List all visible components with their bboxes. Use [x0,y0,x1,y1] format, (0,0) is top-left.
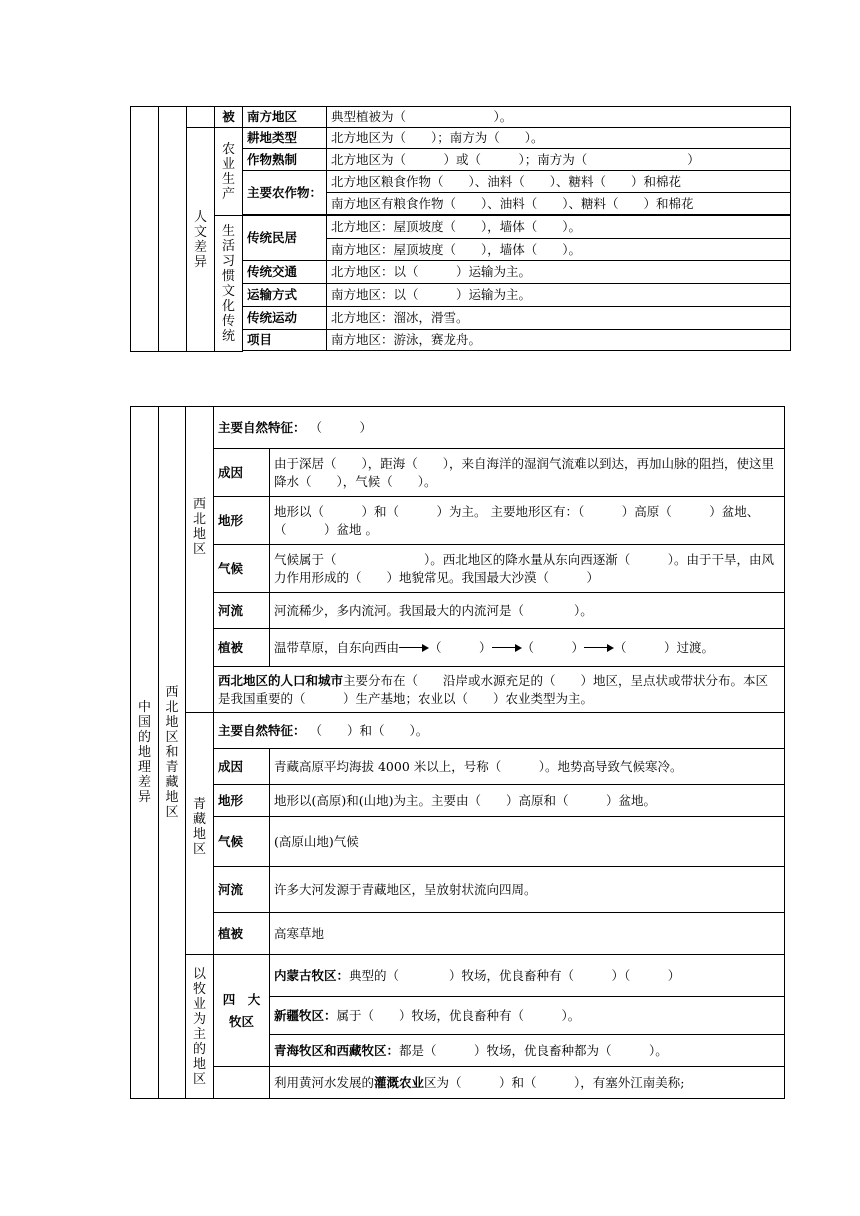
pastoral-row-text: 典型的（ ）牧场，优良畜种有（ ）（ ） [349,967,681,983]
pastoral-row-bold: 青海牧区和西藏牧区： [274,1042,400,1058]
row-text: 南方地区：游泳，赛龙舟。 [327,330,791,351]
row-text: 典型植被为（ ）。 [327,107,791,128]
pastoral-row-text: 属于（ ）牧场，优良畜种有（ ）。 [336,1007,581,1023]
row-text: 地形以(高原)和(山地)为主。主要由（ ）高原和（ ）盆地。 [270,785,785,817]
row-text: 北方地区为（ ）；南方为（ ）。 [327,128,791,149]
row-label: 南方地区 [243,107,327,128]
row-label: 地形 [214,785,270,817]
veg-d: （ ）过渡。 [614,639,715,655]
row-label: 项目 [243,330,327,351]
irrigation-post: 区为（ ）和（ ），有塞外江南美称; [424,1074,685,1090]
row-text: 北方地区：溜冰，滑雪。 [327,307,791,330]
population-text: 主要分布在（ 沿岸或水源充足的（ ）地区，呈点状或带状分布。本区是我国重要的（ ）生产基地；农业以（ ）农业类型为主。 [218,672,769,706]
row-text: 北方地区粮食作物（ ）、油料（ ）、糖料（ ）和棉花 [327,171,791,193]
pastoral-row [270,997,785,1035]
feature-label: 主要自然特征： [218,419,306,435]
blank-col-1 [131,107,159,352]
qingzang-title: 青藏地区 [186,713,214,955]
row-label: 主要农作物： [243,171,327,215]
pastoral-row-text: 都是（ ）牧场，优良畜种都为（ ）。 [399,1042,668,1058]
population-bold: 西北地区的人口和城市 [218,672,344,688]
table-geography [130,406,785,1099]
row-text: 许多大河发源于青藏地区，呈放射状流向四周。 [270,867,785,913]
northwest-feature [214,407,785,449]
row-label: 运输方式 [243,284,327,307]
pastoral-title: 以牧业为主的地区 [186,955,214,1099]
veg-c: （ ） [521,639,585,655]
irrigation-pre: 利用黄河水发展的 [274,1074,375,1090]
row-text: 北方地区：以（ ）运输为主。 [327,261,791,284]
pastoral-row-bold: 内蒙古牧区： [274,967,350,983]
row-label: 传统交通 [243,261,327,284]
agri-group: 农业生产 [215,128,243,216]
qingzang-feature [214,713,785,749]
pastoral-row [270,955,785,997]
irrigation-row [270,1067,785,1099]
spacer [243,351,791,352]
pastoral-label: 四 大牧区 [214,955,270,1067]
row-label: 河流 [214,593,270,629]
blank-cell [214,1067,270,1099]
irrigation-bold: 灌溉农业 [374,1074,425,1090]
row-text: 北方地区：屋顶坡度（ ），墙体（ ）。 [327,216,791,239]
row-text: 高寒草地 [270,913,785,955]
row-label: 成因 [214,749,270,785]
arrow-right-icon [584,644,614,652]
humanities-header: 人文差异 [187,128,215,352]
row-label: 传统运动 [243,307,327,330]
life-group: 生活习惯文化传统 [215,216,243,352]
row-text: 南方地区：以（ ）运输为主。 [327,284,791,307]
veg-b: （ ） [429,639,492,655]
row-text: 气候属于（ ）。西北地区的降水量从东向西逐渐（ ）。由于干旱，由风力作用形成的（ ）地貌常见。我国最大沙漠（ ） [270,545,785,593]
row-text: 南方地区：屋顶坡度（ ），墙体（ ）。 [327,239,791,261]
northwest-title: 西北地区 [186,407,214,713]
northwest-population [214,667,785,713]
row-label: 作物熟制 [243,149,327,171]
row-text: 地形以（ ）和（ ）为主。 主要地形区有：（ ）高原（ ）盆地、（ ）盆地 。 [270,497,785,545]
row-label: 河流 [214,867,270,913]
arrow-right-icon [399,644,429,652]
row-text: 青藏高原平均海拔 4000 米以上，号称（ ）。地势高导致气候寒冷。 [270,749,785,785]
group-cell: 被 [215,107,243,128]
row-text: 北方地区为（ ）或（ ）；南方为（ ） [327,149,791,171]
pastoral-row [270,1035,785,1067]
feature-text: （ ） [309,419,373,435]
row-label: 地形 [214,497,270,545]
blank-col-2 [159,107,187,352]
row-text: 由于深居（ ），距海（ ），来自海洋的湿润气流难以到达，再加山脉的阻挡，使这里降水（ ），气候（ ）。 [270,449,785,497]
blank-col-3 [187,107,215,128]
row-label: 植被 [214,913,270,955]
sub-header: 西北地区和青藏地区 [159,407,186,1099]
main-header: 中国的地理差异 [131,407,159,1099]
row-label: 耕地类型 [243,128,327,149]
vegetation-text [270,629,785,667]
arrow-right-icon [492,644,522,652]
row-text: 南方地区有粮食作物（ ）、油料（ ）、糖料（ ）和棉花 [327,193,791,215]
row-label: 气候 [214,817,270,867]
pastoral-row-bold: 新疆牧区： [274,1007,337,1023]
table-humanities [130,106,791,352]
row-label: 气候 [214,545,270,593]
row-text: (高原山地)气候 [270,817,785,867]
feature-label: 主要自然特征： [218,722,306,738]
row-label: 传统民居 [243,216,327,261]
row-text: 河流稀少，多内流河。我国最大的内流河是（ ）。 [270,593,785,629]
row-label: 成因 [214,449,270,497]
feature-text: （ ）和（ ）。 [309,722,429,738]
veg-a: 温带草原，自东向西由 [274,639,400,655]
row-label: 植被 [214,629,270,667]
